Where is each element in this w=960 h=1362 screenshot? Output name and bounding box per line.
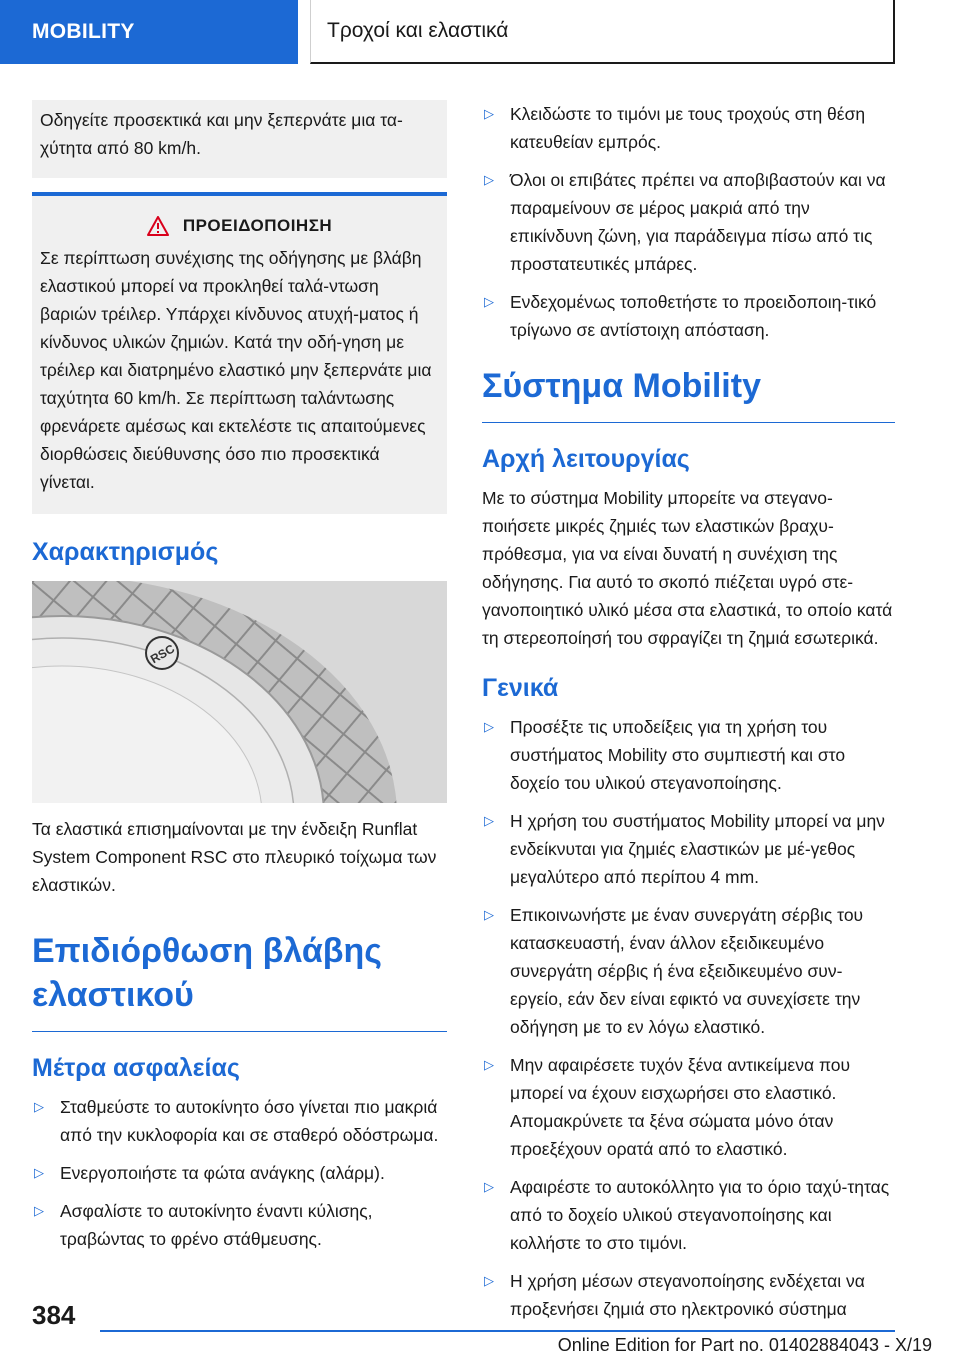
section-tab[interactable]: MOBILITY [0, 0, 298, 64]
list-item: ▷ Προσέξτε τις υποδείξεις για τη χρήση του συστήματος Mobility στο συμπιεστή και στο δοχείο του υλικού στεγανοποίησης. [482, 713, 895, 797]
triangle-bullet-icon: ▷ [484, 1179, 494, 1194]
right-column [482, 100, 895, 1333]
triangle-bullet-icon: ▷ [484, 1057, 494, 1072]
general-list [482, 713, 895, 1323]
list-item: ▷ Σταθμεύστε το αυτοκίνητο όσο γίνεται πιο μακριά από την κυκλοφορία και σε σταθερό οδόστρωμα. [32, 1093, 447, 1149]
list-item: ▷ Επικοινωνήστε με έναν συνεργάτη σέρβις του κατασκευαστή, έναν άλλον εξειδικευμένο συνεργάτη σέρβις ή ένα εξειδικευμένο συν-εργείο, εάν δεν είναι εφικτό να συνεχίσετε την οδήγηση με το εν λόγω ελαστικό. [482, 901, 895, 1041]
list-item: ▷ Ασφαλίστε το αυτοκίνητο έναντι κύλισης, τραβώντας το φρένο στάθμευσης. [32, 1197, 447, 1253]
repair-heading: Επιδιόρθωση βλάβης ελαστικού [32, 929, 447, 1032]
note-text: Οδηγείτε προσεκτικά και μην ξεπερνάτε μια τα-χύτητα από 80 km/h. [40, 110, 403, 158]
rsc-marking: RSC [148, 641, 177, 667]
warning-title: ΠΡΟΕΙΔΟΠΟΙΗΣΗ [182, 216, 333, 235]
feature-heading: Χαρακτηρισμός [32, 538, 219, 566]
triangle-bullet-icon: ▷ [484, 907, 494, 922]
general-heading: Γενικά [482, 674, 559, 702]
warning-header [40, 212, 439, 240]
safety-list-continued [482, 100, 895, 344]
page-header [0, 0, 960, 80]
tire-illustration [32, 581, 447, 803]
list-item: ▷ Ενεργοποιήστε τα φώτα ανάγκης (αλάρμ). [32, 1159, 447, 1187]
safety-list [32, 1093, 447, 1253]
list-item: ▷ Κλειδώστε το τιμόνι με τους τροχούς στη θέση κατευθείαν εμπρός. [482, 100, 895, 156]
triangle-bullet-icon: ▷ [484, 1273, 494, 1288]
triangle-bullet-icon: ▷ [484, 719, 494, 734]
triangle-bullet-icon: ▷ [484, 172, 494, 187]
edition-footer: Online Edition for Part no. 01402884043 - X/19 [557, 1335, 932, 1355]
mobility-heading: Σύστημα Mobility [482, 364, 895, 423]
triangle-bullet-icon: ▷ [34, 1165, 44, 1180]
principle-text: Με το σύστημα Mobility μπορείτε να στεγανο-ποιήσετε μικρές ζημιές των ελαστικών βραχυ-πρόθεσμα, για να είναι δυνατή η συνέχιση της οδήγησης. Για αυτό το σκοπό πιέζεται υγρό στε-γανοποιητικό υλικό μέσα στα ελαστικά, το οποίο κατά τη στερεοποίησή του σφραγίζει τη ζημιά εσωτερικά. [482, 488, 893, 648]
triangle-bullet-icon: ▷ [484, 106, 494, 121]
principle-heading: Αρχή λειτουργίας [482, 445, 690, 473]
note-box [32, 100, 447, 178]
list-item: ▷ Αφαιρέστε το αυτοκόλλητο για το όριο ταχύ-τητας από το δοχείο υλικού στεγανοποίησης και κολλήστε το στο τιμόνι. [482, 1173, 895, 1257]
footer-divider [100, 1330, 895, 1332]
safety-heading: Μέτρα ασφαλείας [32, 1054, 240, 1082]
image-caption: Τα ελαστικά επισημαίνονται με την ένδειξη Runflat System Component RSC στο πλευρικό τοίχωμα των ελαστικών. [32, 819, 437, 895]
chapter-title[interactable]: Τροχοί και ελαστικά [310, 0, 895, 64]
warning-triangle-icon [147, 216, 169, 236]
list-item: ▷ Η χρήση μέσων στεγανοποίησης ενδέχεται να προξενήσει ζημιά στο ηλεκτρονικό σύστημα [482, 1267, 895, 1323]
page-number: 384 [32, 1300, 76, 1330]
warning-box [32, 192, 447, 514]
triangle-bullet-icon: ▷ [484, 813, 494, 828]
warning-text: Σε περίπτωση συνέχισης της οδήγησης με βλάβη ελαστικού μπορεί να προκληθεί ταλά-ντωση βαριών τρέιλερ. Υπάρχει κίνδυνος ατυχή-ματος ή κίνδυνος υλικών ζημιών. Κατά την οδή-γηση με τρέιλερ και διατρημένο ελαστικό μην ξεπερνάτε μια ταχύτητα 60 km/h. Σε περίπτωση ταλάντωσης φρενάρετε αμέσως και εκτελέστε τις απαιτούμενες διορθώσεις διεύθυνσης όσο πιο προσεκτικά γίνεται. [40, 248, 432, 492]
list-item: ▷ Ενδεχομένως τοποθετήστε το προειδοποιη-τικό τρίγωνο σε αντίστοιχη απόσταση. [482, 288, 895, 344]
triangle-bullet-icon: ▷ [484, 294, 494, 309]
rsc-tire-image [32, 581, 447, 803]
triangle-bullet-icon: ▷ [34, 1203, 44, 1218]
left-column [32, 100, 447, 1263]
list-item: ▷ Η χρήση του συστήματος Mobility μπορεί να μην ενδείκνυται για ζημιές ελαστικών με μέ-γεθος μεγαλύτερο από περίπου 4 mm. [482, 807, 895, 891]
list-item: ▷ Όλοι οι επιβάτες πρέπει να αποβιβαστούν και να παραμείνουν σε μέρος μακριά από την επικίνδυνη ζώνη, για παράδειγμα πίσω από τις προστατευτικές μπάρες. [482, 166, 895, 278]
triangle-bullet-icon: ▷ [34, 1099, 44, 1114]
list-item: ▷ Μην αφαιρέσετε τυχόν ξένα αντικείμενα που μπορεί να έχουν εισχωρήσει στο ελαστικό. Απομακρύνετε τα ξένα σώματα μόνο όταν προεξέχουν ορατά από το ελαστικό. [482, 1051, 895, 1163]
